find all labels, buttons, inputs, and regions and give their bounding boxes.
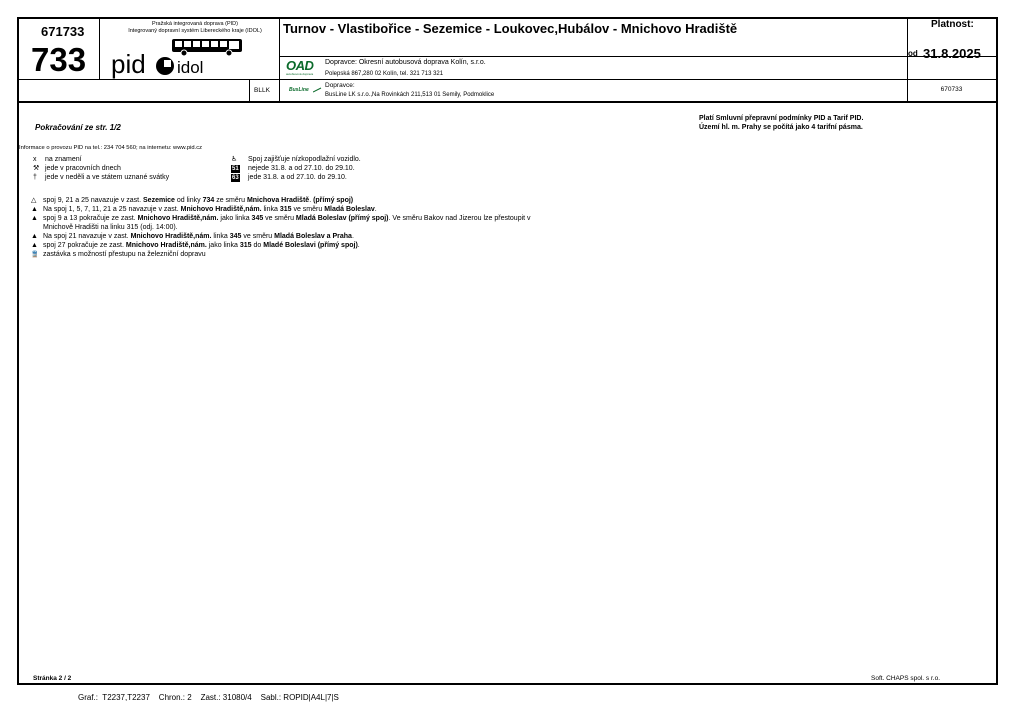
page-number: Stránka 2 / 2 [33,675,72,682]
pid-info: Informace o provozu PID na tel.: 234 704 560; na internetu: www.pid.cz [19,145,203,151]
legend-item: x na znamení [33,156,82,163]
carrier1-address: Polepská 867,280 02 Kolín, tel. 321 713 321 [325,71,444,77]
validity-prefix: od [908,49,918,58]
legend-item: ⚒ jede v pracovních dnech [33,165,121,172]
timetable-frame [17,17,998,685]
line-code: 671733 [41,24,85,39]
conditions-line1: Platí Smluvní přepravní podmínky PID a Tarif PID. [699,115,864,122]
header-divider [19,79,996,80]
pid-logo: pid [111,49,146,79]
note-item: △ spoj 9, 21 a 25 navazuje v zast. Sezemice od linky 734 ze směru Mnichova Hradiště. (přímý spoj) [31,197,354,204]
software-credit: Soft. CHAPS spol. s r.o. [871,675,940,682]
legend-item: 63 jede 31.8. a od 27.10. do 29.10. [232,174,347,181]
sheet-code: 670733 [940,86,963,93]
note-item: ▲ Na spoj 21 navazuje v zast. Mnichovo Hradiště,nám. linka 345 ve směru Mladá Boleslav a Praha. [31,233,354,240]
legend-item: ♿ Spoj zajišťuje nízkopodlažní vozidlo. [231,156,361,163]
busline-arrow-icon [313,87,323,93]
note-item: ▲ spoj 27 pokračuje ze zast. Mnichovo Hradiště,nám. jako linka 315 do Mladé Boleslavi (přímý spoj). [31,242,360,249]
bus-icon [171,37,243,57]
legend-right [231,155,361,182]
carrier-code: BLLK [254,87,270,94]
note-item: ▲ spoj 9 a 13 pokračuje ze zast. Mnichovo Hradiště,nám. jako linka 345 ve směru Mladá Boleslav (přímý spoj). Ve směru Bakov nad Jizerou lze přestoupit v [31,215,531,222]
idol-logo: idol [177,58,204,77]
conditions-line2: Území hl. m. Prahy se počítá jako 4 tarifní pásma. [699,124,863,131]
legend-item: 51 nejede 31.8. a od 27.10. do 29.10. [232,165,355,172]
validity-divider [907,79,996,80]
header-bottom-rule [19,101,996,103]
route-title: Turnov - Vlastibořice - Sezemice - Loukovec,Hubálov - Mnichovo Hradiště [283,21,738,36]
validity-date: 31.8.2025 [923,46,981,61]
train-icon: 🚆 [31,252,39,258]
header-col-divider [279,19,280,101]
carrier2-label: Dopravce: [325,82,355,89]
validity-label: Platnost: [931,19,974,30]
pid-org-line2: Integrovaný dopravní systém Libereckého kraje (IDOL) [128,28,262,34]
header-col-divider [99,19,100,79]
oad-logo-sub: autobusová doprava [286,72,314,76]
legend-left [33,155,169,182]
line-number: 733 [31,41,87,78]
note-item: Mnichově Hradišti na linku 315 (odj. 14:00). [43,224,178,231]
continuation-note: Pokračování ze str. 1/2 [35,123,121,132]
note-item: 🚆 zastávka s možností přestupu na železniční dopravu [31,251,206,258]
document-meta: Graf.: T2237,T2237 Chron.: 2 Zast.: 31080/4 Sabl.: ROPID|A4L|7|S [78,693,339,702]
header-col-divider [249,79,250,101]
legend-item: † jede v neděli a ve státem uznané svátky [33,174,170,181]
carrier1-name: Dopravce: Okresní autobusová doprava Kolín, s.r.o. [325,59,486,66]
notes-list [31,196,531,260]
pid-org-line1: Pražská integrovaná doprava (PID) [152,21,238,27]
idol-logo-mark [155,56,175,76]
carrier2-address: BusLine LK s.r.o.,Na Rovinkách 211,513 01 Semily, Podmoklice [325,92,495,98]
carrier-divider [279,56,996,57]
busline-logo: BusLine [289,87,309,93]
note-item: ▲ Na spoj 1, 5, 7, 11, 21 a 25 navazuje v zast. Mnichovo Hradiště,nám. linka 315 ve směru Mladá Boleslav. [31,206,377,213]
oad-logo: OAD [286,58,314,73]
